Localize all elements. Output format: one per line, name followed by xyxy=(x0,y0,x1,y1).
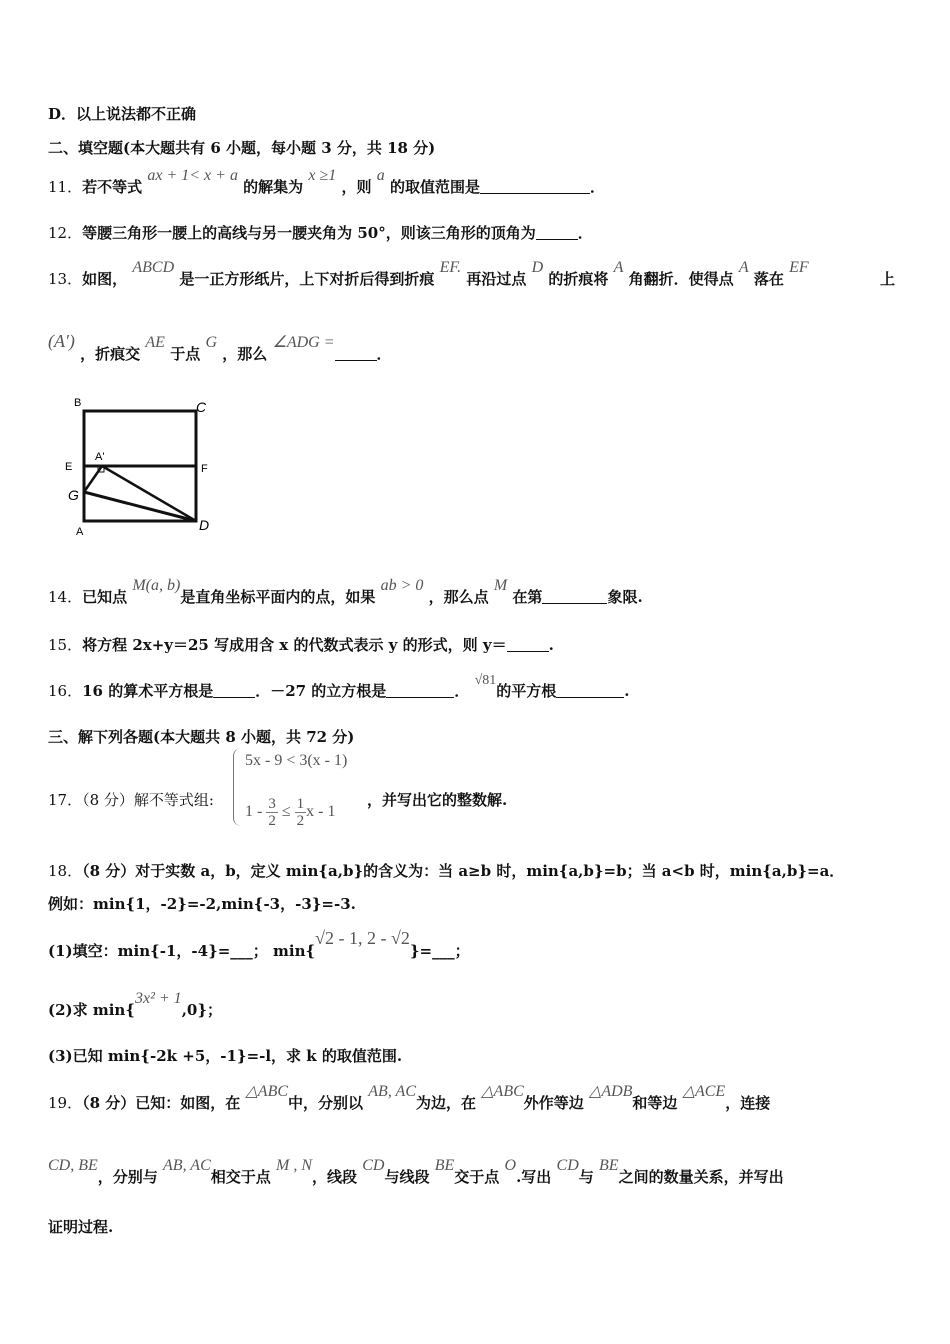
text: 将方程 2x+y＝25 写成用含 x 的代数式表示 y 的形式，则 y＝ xyxy=(82,636,507,654)
math-triangle-abc: △ABC xyxy=(481,1083,524,1100)
text: 的平方根 xyxy=(496,682,557,700)
math-sqrt81: √81 xyxy=(474,673,497,688)
text: 相交于点 xyxy=(210,1168,271,1186)
question-14 xyxy=(48,577,643,607)
denominator: 2 xyxy=(268,813,276,829)
text: 上 xyxy=(880,270,896,288)
text: ，连接 xyxy=(725,1094,771,1112)
text: ． xyxy=(376,345,392,363)
label-g: G xyxy=(68,487,79,503)
label-a-prime: A' xyxy=(95,451,105,463)
answer-blank[interactable] xyxy=(507,637,549,652)
math-ef: EF xyxy=(789,259,809,276)
math-angle-adg: ∠ADG = xyxy=(272,334,335,351)
text: 的取值范围是 xyxy=(390,178,481,196)
text: 1 - xyxy=(245,803,267,821)
label-b: B xyxy=(74,397,82,409)
math-ab-positive: ab > 0 xyxy=(380,577,424,594)
question-17 xyxy=(48,789,214,810)
text: 象限. xyxy=(607,588,643,606)
math-m-ab: M(a, b) xyxy=(132,577,181,594)
text: ,0}； xyxy=(181,1001,222,1019)
question-number: 17． xyxy=(48,791,83,809)
text: ． xyxy=(590,178,606,196)
question-13 xyxy=(48,259,908,289)
denominator: 2 xyxy=(296,813,305,829)
math-ab-ac: AB, AC xyxy=(163,1157,211,1174)
text: 落在 xyxy=(753,270,784,288)
math-a: a xyxy=(376,167,385,184)
math-solution: x ≥1 xyxy=(308,167,337,184)
section-2-title: 二、填空题(本大题共有 6 小题，每小题 3 分，共 18 分) xyxy=(48,139,436,157)
numerator: 3 xyxy=(268,796,276,812)
math-ab-ac: AB, AC xyxy=(368,1083,416,1100)
question-16 xyxy=(48,673,630,701)
label-d: D xyxy=(199,517,210,533)
text: .写出 xyxy=(516,1168,552,1186)
crease-gd xyxy=(84,492,196,521)
text: ，线段 xyxy=(311,1168,357,1186)
math-d: D xyxy=(531,259,544,276)
math-3x2-plus-1: 3x² + 1 xyxy=(134,990,182,1007)
math-cd-be: CD, BE xyxy=(48,1157,98,1174)
math-ef: EF. xyxy=(439,259,462,276)
question-15 xyxy=(48,634,554,655)
inequality-row-1: 5x - 9 < 3(x - 1) xyxy=(245,752,348,769)
question-18-part-1 xyxy=(48,928,470,961)
label-c: C xyxy=(196,399,207,415)
question-18-part-2 xyxy=(48,990,222,1020)
answer-blank[interactable] xyxy=(480,179,590,194)
answer-blank[interactable] xyxy=(213,683,255,698)
question-11 xyxy=(48,167,606,197)
math-m: M xyxy=(493,577,508,594)
text: 与 xyxy=(578,1168,594,1186)
question-number: 11． xyxy=(48,178,83,196)
text: ，折痕交 xyxy=(80,345,141,363)
math-ae: AE xyxy=(145,334,165,351)
math-abcd: ABCD xyxy=(132,259,175,276)
figure-svg xyxy=(62,392,222,540)
question-number: 15． xyxy=(48,636,83,654)
fraction xyxy=(266,796,278,829)
text: ，那么点 xyxy=(428,588,489,606)
question-19-continued xyxy=(48,1157,784,1187)
text: 之间的数量关系，并写出 xyxy=(618,1168,784,1186)
text: 等腰三角形一腰上的高线与另一腰夹角为 50°，则该三角形的顶角为 xyxy=(82,224,536,242)
answer-blank[interactable] xyxy=(335,346,377,361)
math-m-n: M , N xyxy=(275,1157,312,1174)
math-a: A xyxy=(738,259,749,276)
math-o: O xyxy=(504,1157,517,1174)
text: ，则 xyxy=(341,178,372,196)
question-18-example: 例如：min{1，-2}=-2,min{-3，-3}=-3. xyxy=(48,895,356,913)
question-number: 14． xyxy=(48,588,83,606)
question-19 xyxy=(48,1083,771,1113)
text: 和等边 xyxy=(632,1094,678,1112)
math-be: BE xyxy=(599,1157,619,1174)
text: (2)求 min{ xyxy=(48,1001,135,1019)
question-17-tail: ，并写出它的整数解. xyxy=(367,791,508,809)
text: 的折痕将 xyxy=(548,270,609,288)
text: x - 1 xyxy=(306,803,336,821)
question-18-part-3: (3)已知 min{-2k +5，-1}=-l，求 k 的取值范围. xyxy=(48,1047,403,1065)
answer-blank[interactable] xyxy=(556,683,624,698)
question-number: 18． xyxy=(48,862,83,880)
text: ，分别与 xyxy=(97,1168,158,1186)
math-a-prime: (A′) xyxy=(48,331,75,351)
question-number: 16． xyxy=(48,682,83,700)
segment-g-aprime xyxy=(84,466,102,492)
text: 交于点 xyxy=(454,1168,500,1186)
text: 如图， xyxy=(82,270,128,288)
left-brace xyxy=(233,748,242,826)
option-d: D．以上说法都不正确 xyxy=(48,105,197,123)
math-triangle-abc: △ABC xyxy=(245,1083,289,1100)
label-a: A xyxy=(76,526,84,538)
inequality-system xyxy=(233,748,373,828)
math-a: A xyxy=(613,259,624,276)
text: }=___； xyxy=(409,942,470,960)
text: 为边，在 xyxy=(415,1094,476,1112)
math-triangle-ace: △ACE xyxy=(682,1083,726,1100)
text: 在第 xyxy=(512,588,543,606)
math-inequality: ax + 1< x + a xyxy=(147,167,238,184)
square-fold-figure xyxy=(62,392,222,540)
text: . xyxy=(624,682,630,700)
inequality-row-2 xyxy=(245,796,335,829)
text: （8 分）已知：如图，在 xyxy=(82,1094,241,1112)
question-12 xyxy=(48,222,593,243)
question-number: 12． xyxy=(48,224,83,242)
answer-blank[interactable] xyxy=(542,589,607,604)
text: 是直角坐标平面内的点，如果 xyxy=(180,588,376,606)
math-g: G xyxy=(205,334,217,351)
question-number: 19． xyxy=(48,1094,83,1112)
text: 中，分别以 xyxy=(288,1094,364,1112)
text: 角翻折．使得点 xyxy=(628,270,734,288)
math-triangle-adb: △ADB xyxy=(589,1083,633,1100)
question-number: 13． xyxy=(48,270,83,288)
answer-blank[interactable] xyxy=(536,225,578,240)
text: 已知点 xyxy=(82,588,128,606)
question-18 xyxy=(48,860,844,881)
text: 外作等边 xyxy=(523,1094,584,1112)
text: 的解集为 xyxy=(243,178,304,196)
text: ． xyxy=(454,682,470,700)
text: （8 分）解不等式组: xyxy=(82,791,214,809)
math-cd: CD xyxy=(556,1157,579,1174)
text: 于点 xyxy=(170,345,201,363)
text: 若不等式 xyxy=(82,178,143,196)
text: ．－27 的立方根是 xyxy=(255,682,387,700)
text: 再沿过点 xyxy=(466,270,527,288)
numerator: 1 xyxy=(296,796,305,812)
fraction xyxy=(295,796,307,829)
answer-blank[interactable] xyxy=(386,683,454,698)
text: 16 的算术平方根是 xyxy=(82,682,214,700)
label-e: E xyxy=(65,461,73,473)
question-19-end: 证明过程. xyxy=(48,1218,114,1236)
question-13-continued xyxy=(48,331,392,364)
text: (1)填空：min{-1，-4}=___； min{ xyxy=(48,942,316,960)
section-3-title: 三、解下列各题(本大题共 8 小题，共 72 分) xyxy=(48,728,355,746)
text: 是一正方形纸片，上下对折后得到折痕 xyxy=(179,270,435,288)
text: ． xyxy=(577,224,593,242)
text: ≤ xyxy=(277,803,295,821)
text: . xyxy=(548,636,554,654)
math-sqrt2-expr: √2 - 1, 2 - √2 xyxy=(315,928,410,948)
math-cd: CD xyxy=(362,1157,385,1174)
label-f: F xyxy=(201,463,208,475)
text: 与线段 xyxy=(384,1168,430,1186)
math-be: BE xyxy=(434,1157,455,1174)
text: ，那么 xyxy=(222,345,268,363)
segment-aprime-d xyxy=(102,466,196,521)
text: （8 分）对于实数 a，b，定义 min{a,b}的含义为：当 a≥b 时，min{a,b}=b；当 a<b 时，min{a,b}=a． xyxy=(82,862,845,880)
